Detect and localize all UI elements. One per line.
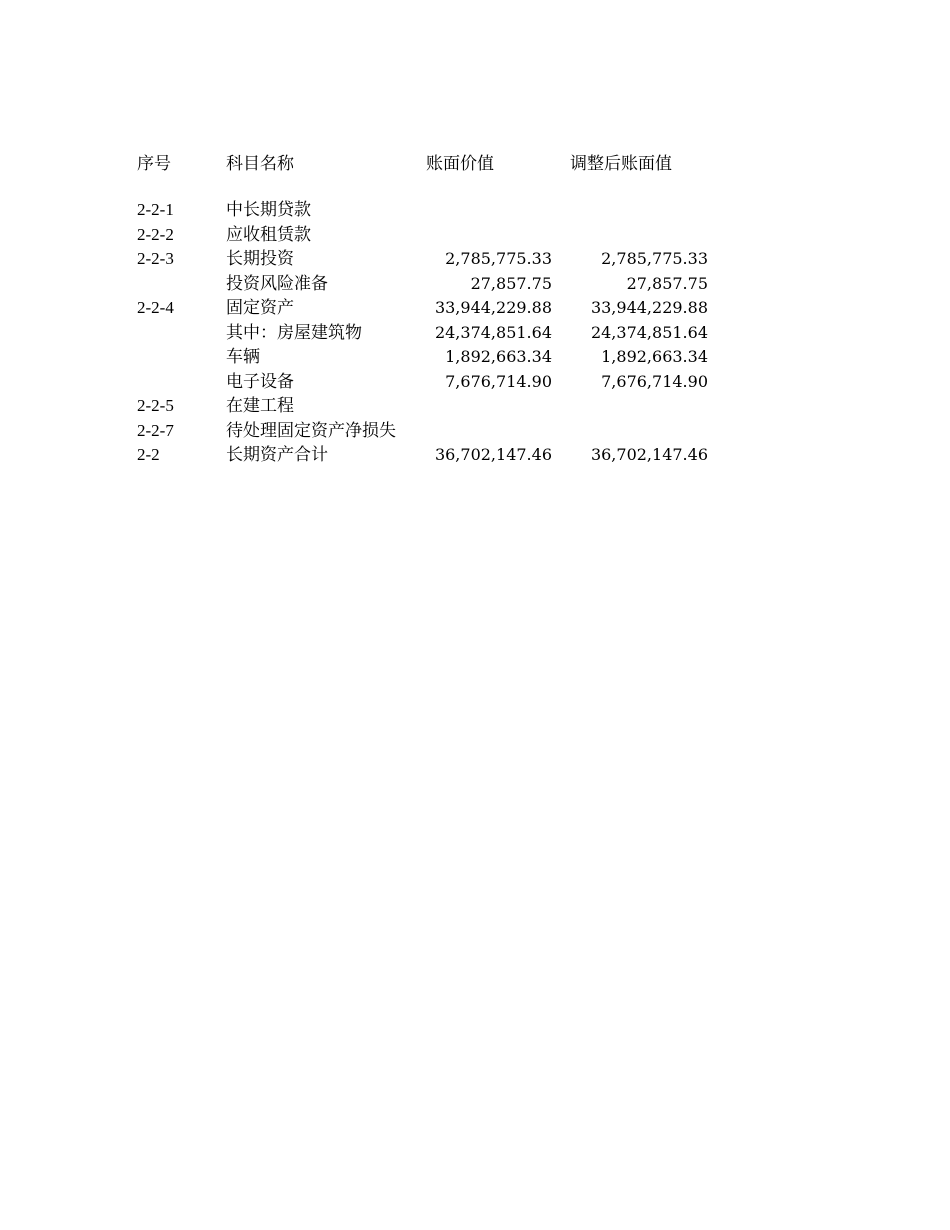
row-book-value: 33,944,229.88 <box>434 298 552 317</box>
row-adjusted-value: 1,892,663.34 <box>601 347 708 366</box>
row-name: 投资风险准备 <box>226 273 328 294</box>
header-seq: 序号 <box>137 154 171 173</box>
row-adjusted-value: 36,702,147.46 <box>590 445 708 464</box>
row-name: 电子设备 <box>226 371 294 392</box>
total-row <box>0 443 950 467</box>
row-seq: 2-2-3 <box>137 249 174 268</box>
row-book-value: 2,785,775.33 <box>445 249 552 268</box>
row-adjusted-value: 24,374,851.64 <box>590 322 708 342</box>
header-row <box>0 152 950 176</box>
table-row <box>0 394 950 418</box>
header-name: 科目名称 <box>226 154 294 174</box>
table-row <box>0 296 950 320</box>
row-book-value: 1,892,663.34 <box>445 347 552 366</box>
table-row <box>0 223 950 247</box>
row-seq: 2-2-7 <box>137 420 174 440</box>
row-book-value: 36,702,147.46 <box>434 445 552 464</box>
row-seq: 2-2-2 <box>137 224 174 244</box>
row-adjusted-value: 7,676,714.90 <box>601 371 708 391</box>
row-name: 中长期贷款 <box>226 200 311 220</box>
row-book-value: 24,374,851.64 <box>434 322 552 342</box>
table-row <box>0 198 950 222</box>
row-adjusted-value: 2,785,775.33 <box>601 249 708 268</box>
row-name: 固定资产 <box>226 298 294 318</box>
row-name: 在建工程 <box>226 396 294 416</box>
table-row <box>0 419 950 443</box>
table-row <box>0 321 950 345</box>
table-row <box>0 247 950 271</box>
row-seq: 2-2 <box>137 445 160 464</box>
row-seq: 2-2-4 <box>137 298 174 317</box>
row-name: 车辆 <box>226 347 260 367</box>
header-book-value: 账面价值 <box>426 154 494 174</box>
row-name: 应收租赁款 <box>226 224 311 245</box>
table-row <box>0 370 950 394</box>
row-book-value: 7,676,714.90 <box>445 371 552 391</box>
header-adjusted-value: 调整后账面值 <box>570 154 672 174</box>
row-adjusted-value: 27,857.75 <box>626 273 708 293</box>
row-name: 长期投资 <box>226 249 294 269</box>
row-seq: 2-2-1 <box>137 200 174 219</box>
row-name: 其中：房屋建筑物 <box>226 322 362 343</box>
table-row <box>0 272 950 296</box>
table-row <box>0 345 950 369</box>
row-book-value: 27,857.75 <box>470 273 552 293</box>
row-name: 待处理固定资产净损失 <box>226 420 396 441</box>
row-adjusted-value: 33,944,229.88 <box>590 298 708 317</box>
row-seq: 2-2-5 <box>137 396 174 415</box>
row-name: 长期资产合计 <box>226 445 328 465</box>
